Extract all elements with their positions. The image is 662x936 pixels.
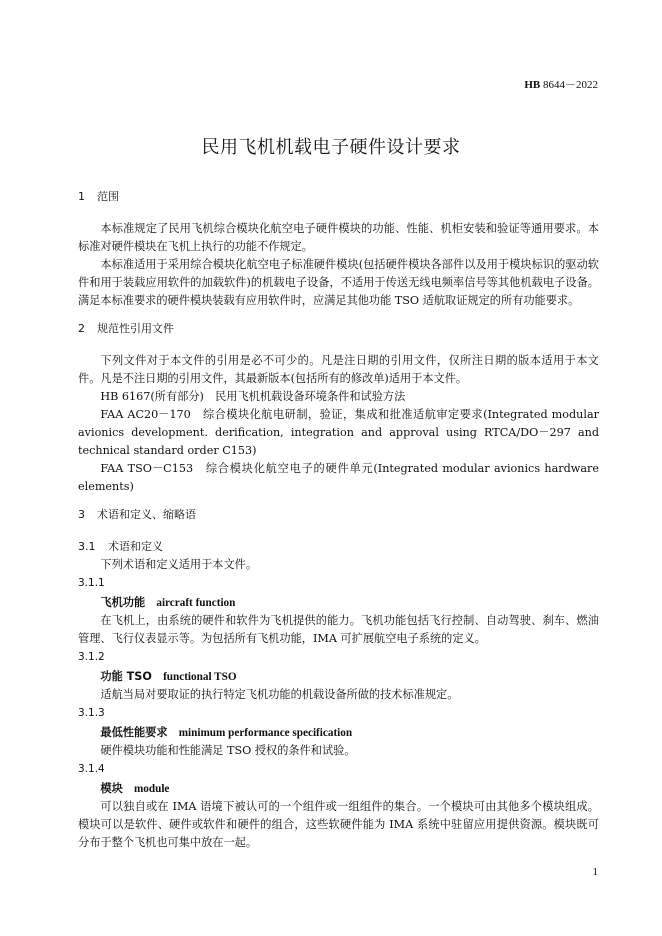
term-en: functional TSO [163,671,237,683]
term-number: 3.1.4 [78,763,105,775]
term-en: module [133,783,170,795]
term-cn: 模块 [100,782,123,795]
paragraph: 下列文件对于本文件的引用是必不可少的。凡是注日期的引用文件，仅所注日期的版本适用于本文件。凡是不注日期的引用文件，其最新版本(包括所有的修改单)适用于本文件。 [78,354,599,385]
subsection-title: 术语和定义 [108,540,163,553]
page-number: 1 [592,866,598,878]
reference-item: FAA AC20－170 综合模块化航电研制，验证，集成和批准适航审定要求(Integrated modular avionics development. derification, integration and approval using RTCA/DO－297 and technical standard order C153) [78,408,599,457]
term-title [78,779,599,798]
standard-code: HB [524,79,541,91]
paragraph: 本标准规定了民用飞机综合模块化航空电子硬件模块的功能、性能、机柜安装和验证等通用要求。本标准对硬件模块在飞机上执行的功能不作规定。 [78,222,599,253]
paragraph: 本标准适用于采用综合模块化航空电子标准硬件模块(包括硬件模块各部件以及用于模块标识的驱动软件和用于装载应用软件的加载软件)的机载电子设备，不适用于传送无线电频率信号等其他机载电子设备。满足本标准要求的硬件模块装载有应用软件时，应满足其他功能 TSO 适航取证规定的所有功能要求。 [78,258,599,307]
term-definition: 适航当局对要取证的执行特定飞机功能的机载设备所做的技术标准规定。 [100,688,459,701]
term-number: 3.1.2 [78,651,105,663]
section-number: 2 [78,322,85,335]
term-en: aircraft function [156,597,236,609]
section-1-heading [78,188,599,206]
term-title [78,723,599,742]
term-cn: 功能 TSO [100,670,152,683]
section-title: 范围 [97,190,119,203]
reference-item: FAA TSO－C153 综合模块化航空电子的硬件单元(Integrated modular avionics hardware elements) [78,462,599,493]
term-title [78,667,599,686]
section-2-heading [78,320,599,338]
subsection-3-1-heading [78,538,599,556]
term-definition: 在飞机上，由系统的硬件和软件为飞机提供的能力。飞机功能包括飞行控制、自动驾驶、刹车、燃油管理、飞行仪表显示等。为包括所有飞机功能，IMA 可扩展航空电子系统的定义。 [78,614,599,645]
term-cn: 飞机功能 [100,596,146,609]
term-definition: 硬件模块功能和性能满足 TSO 授权的条件和试验。 [100,744,356,757]
paragraph: 下列术语和定义适用于本文件。 [100,558,258,571]
term-number: 3.1.3 [78,707,105,719]
term-definition: 可以独自或在 IMA 语境下被认可的一个组件或一组组件的集合。一个模块可由其他多个模块组成。模块可以是软件、硬件或软件和硬件的组合，这些软硬件能为 IMA 系统中驻留应用提供资源。模块既可分布于整个飞机也可集中放在一起。 [78,800,599,849]
term-en: minimum performance specification [178,727,353,739]
standard-number [524,76,598,92]
section-title: 规范性引用文件 [97,322,174,335]
subsection-number: 3.1 [78,540,96,553]
document-body [78,188,599,852]
term-number: 3.1.1 [78,577,105,589]
section-title: 术语和定义、缩略语 [97,508,196,521]
standard-year: 8644－2022 [543,79,598,91]
term-title [78,593,599,612]
section-number: 1 [78,190,85,203]
term-cn: 最低性能要求 [100,726,168,739]
section-number: 3 [78,508,85,521]
document-title: 民用飞机机载电子硬件设计要求 [201,137,461,158]
reference-item: HB 6167(所有部分) 民用飞机机载设备环境条件和试验方法 [100,390,406,403]
section-3-heading [78,506,599,524]
